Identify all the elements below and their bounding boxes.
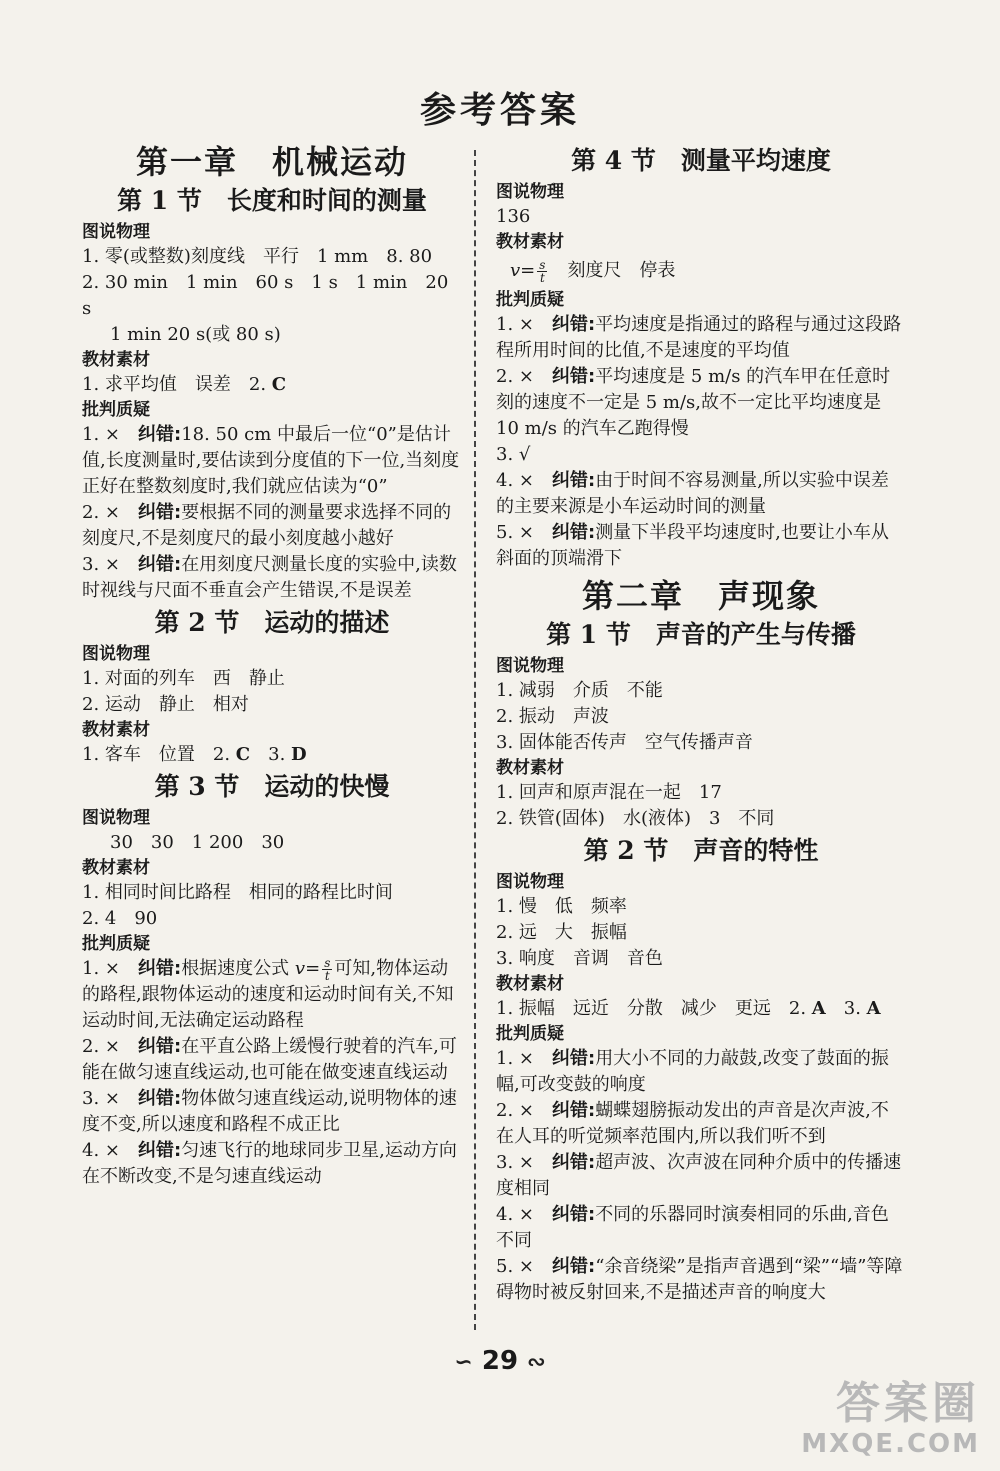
left-column (82, 142, 462, 1190)
answer-line: 3. √ (496, 444, 531, 465)
answer-line: 1. 对面的列车 西 静止 (82, 668, 285, 689)
subheading: 批判质疑 (82, 400, 150, 420)
answer-line: 3. 固体能否传声 空气传播声音 (496, 732, 753, 753)
answer-line: 2. × 纠错:平均速度是 5 m/s 的汽车甲在任意时刻的速度不一定是 5 m/s,故不一定比平均速度是 10 m/s 的汽车乙跑得慢 (496, 366, 891, 439)
subheading: 教材素材 (82, 720, 150, 740)
answer-line: 1. 回声和原声混在一起 17 (496, 782, 722, 803)
subheading: 图说物理 (496, 872, 564, 892)
answer-line: 2. 远 大 振幅 (496, 922, 627, 943)
subheading: 批判质疑 (496, 1024, 564, 1044)
answer-line: 2. 运动 静止 相对 (82, 694, 249, 715)
right-ornament-icon: ∾ (527, 1350, 546, 1375)
answer-line: 4. × 纠错:匀速飞行的地球同步卫星,运动方向在不断改变,不是匀速直线运动 (82, 1140, 457, 1187)
page-title: 参考答案 (419, 89, 580, 131)
subheading: 图说物理 (496, 656, 564, 676)
watermark (801, 1379, 980, 1459)
answer-line: 1. × 纠错:18. 50 cm 中最后一位“0”是估计值,长度测量时,要估读到分度值的下一位,当刻度正好在整数刻度时,我们就应估读为“0” (82, 424, 460, 497)
answer-line: 1. 相同时间比路程 相同的路程比时间 (82, 882, 393, 903)
answer-line: 1 min 20 s(或 80 s) (110, 324, 281, 345)
answer-line: 1. 求平均值 误差 2. C (82, 374, 287, 395)
subheading: 教材素材 (496, 758, 564, 778)
column-divider (474, 150, 476, 1330)
answer-line: 136 (496, 206, 531, 227)
answer-line: 3. × 纠错:在用刻度尺测量长度的实验中,读数时视线与尺面不垂直会产生错误,不是误差 (82, 554, 457, 601)
section-2-2-title: 第 2 节 声音的特性 (583, 836, 819, 865)
subheading: 图说物理 (496, 182, 564, 202)
answer-line: 4. × 纠错:不同的乐器同时演奏相同的乐曲,音色不同 (496, 1204, 889, 1251)
answer-line: 3. × 纠错:物体做匀速直线运动,说明物体的速度不变,所以速度和路程不成正比 (82, 1088, 457, 1135)
subheading: 教材素材 (82, 858, 150, 878)
chapter-1-title: 第一章 机械运动 (135, 143, 408, 181)
answer-line: 2. 振动 声波 (496, 706, 609, 727)
section-1-2-title: 第 2 节 运动的描述 (154, 608, 390, 637)
subheading: 教材素材 (82, 350, 150, 370)
subheading: 批判质疑 (496, 290, 564, 310)
subheading: 图说物理 (82, 644, 150, 664)
answer-line: 1. 慢 低 频率 (496, 896, 627, 917)
answer-line: 30 30 1 200 30 (110, 832, 285, 853)
answer-line: 5. × 纠错:测量下半段平均速度时,也要让小车从斜面的顶端滑下 (496, 522, 889, 569)
subheading: 教材素材 (496, 232, 564, 252)
answer-line: 1. × 纠错:用大小不同的力敲鼓,改变了鼓面的振幅,可改变鼓的响度 (496, 1048, 889, 1095)
answer-line: 4. × 纠错:由于时间不容易测量,所以实验中误差的主要来源是小车运动时间的测量 (496, 470, 889, 517)
section-1-1-title: 第 1 节 长度和时间的测量 (117, 186, 427, 215)
chapter-2-title: 第二章 声现象 (581, 577, 820, 615)
watermark-text: 答案圈 (836, 1378, 980, 1429)
answer-line: 1. 振幅 远近 分散 减少 更远 2. A 3. A (496, 998, 881, 1019)
page-number: ∽ 29 ∾ (454, 1346, 546, 1376)
left-ornament-icon: ∽ (454, 1350, 473, 1375)
answer-line: 3. 响度 音调 音色 (496, 948, 663, 969)
answer-line: 3. × 纠错:超声波、次声波在同种介质中的传播速度相同 (496, 1152, 902, 1199)
answer-line: 1. 零(或整数)刻度线 平行 1 mm 8. 80 (82, 246, 433, 267)
watermark-site: MXQE.COM (801, 1429, 980, 1459)
section-1-4-title: 第 4 节 测量平均速度 (571, 146, 831, 175)
section-1-3-title: 第 3 节 运动的快慢 (154, 772, 390, 801)
answer-line: 1. × 纠错:平均速度是指通过的路程与通过这段路程所用时间的比值,不是速度的平均值 (496, 314, 902, 361)
answer-line: 2. × 纠错:在平直公路上缓慢行驶着的汽车,可能在做匀速直线运动,也可能在做变速直线运动 (82, 1036, 457, 1083)
answer-line: 5. × 纠错:“余音绕梁”是指声音遇到“梁”“墙”等障碍物时被反射回来,不是描述声音的响度大 (496, 1256, 903, 1303)
answer-line: v= $\frac{s}{t}$ 刻度尺 停表 (496, 254, 906, 288)
answer-line: 1. 减弱 介质 不能 (496, 680, 663, 701)
answer-line: 2. 4 90 (82, 908, 158, 929)
answer-line: 1. × 纠错:根据速度公式 v= $\frac{s}{t}$ 可知,物体运动的路程,跟物体运动的速度和运动时间有关,不知运动时间,无法确定运动路程 (82, 955, 454, 1031)
speed-formula: v= $\frac{s}{t}$ (294, 955, 331, 983)
answer-line: 2. × 纠错:要根据不同的测量要求选择不同的刻度尺,不是刻度尺的最小刻度越小越好 (82, 502, 452, 549)
answer-line: 2. 30 min 1 min 60 s 1 s 1 min 20 s (82, 272, 455, 319)
answer-line: 1. 客车 位置 2. C 3. D (82, 744, 307, 765)
subheading: 教材素材 (496, 974, 564, 994)
answer-line: 2. 铁管(固体) 水(液体) 3 不同 (496, 808, 775, 829)
subheading: 批判质疑 (82, 934, 150, 954)
answer-line: 2. × 纠错:蝴蝶翅膀振动发出的声音是次声波,不在人耳的听觉频率范围内,所以我们听不到 (496, 1100, 889, 1147)
right-column (496, 142, 906, 1306)
subheading: 图说物理 (82, 808, 150, 828)
subheading: 图说物理 (82, 222, 150, 242)
section-2-1-title: 第 1 节 声音的产生与传播 (546, 620, 856, 649)
speed-formula: v= $\frac{s}{t}$ (510, 257, 546, 285)
